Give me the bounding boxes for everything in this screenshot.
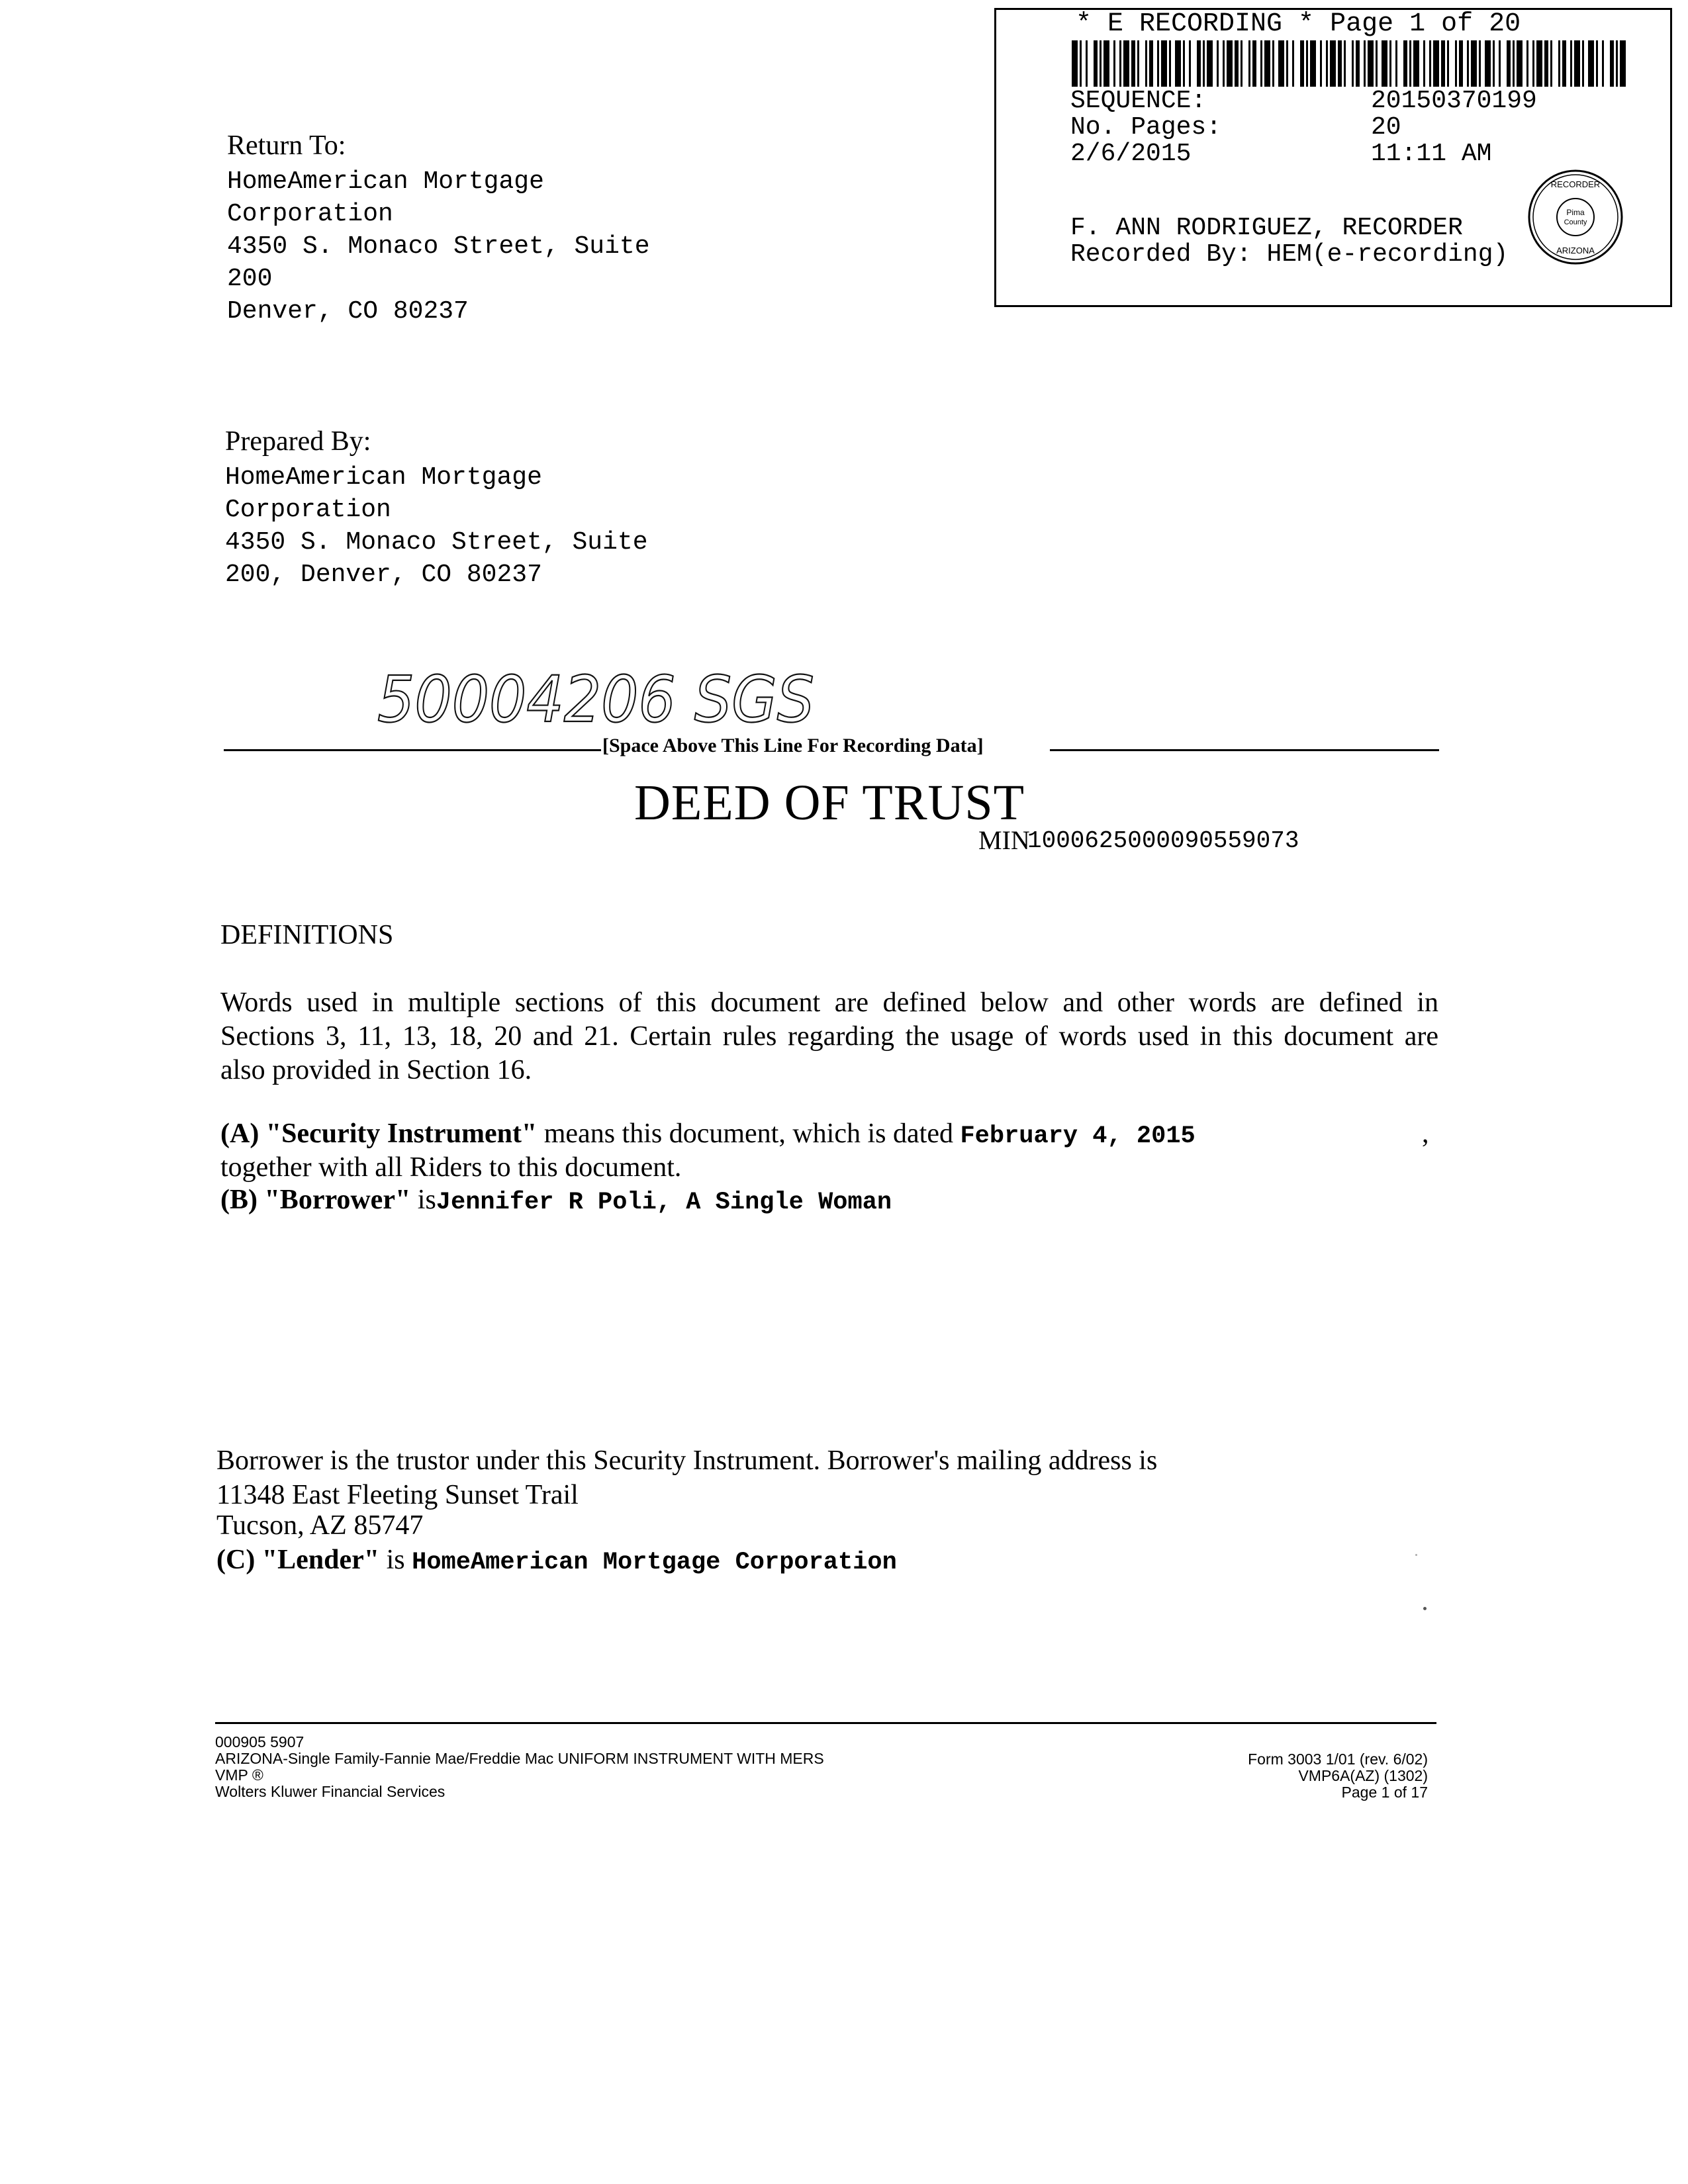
barcode-bar (1433, 40, 1439, 87)
barcode-bar (1413, 40, 1419, 87)
barcode-bar (1260, 40, 1262, 87)
recording-header: * E RECORDING * Page 1 of 20 (1076, 9, 1521, 39)
pages-value: 20 (1371, 113, 1401, 142)
prepared-by-line: Corporation (225, 496, 391, 524)
barcode-bar (1395, 40, 1397, 87)
barcode-bar (1447, 40, 1449, 87)
barcode-bar (1320, 40, 1322, 87)
barcode-bar (1072, 40, 1078, 87)
min-label: MIN (978, 825, 1030, 855)
return-to-line: 4350 S. Monaco Street, Suite (227, 232, 650, 261)
sequence-label: SEQUENCE: (1070, 87, 1207, 115)
barcode-bar (1616, 40, 1618, 87)
barcode-bar (1094, 40, 1098, 87)
return-to-label: Return To: (227, 130, 346, 161)
barcode-bar (1558, 40, 1560, 87)
barcode-bar (1330, 40, 1336, 87)
barcode-bar (1368, 40, 1374, 87)
barcode-bar (1389, 40, 1391, 87)
space-above-line-label: [Space Above This Line For Recording Data] (602, 735, 984, 756)
barcode-bar (1310, 40, 1316, 87)
barcode-bar (1119, 40, 1121, 87)
svg-text:County: County (1564, 218, 1587, 226)
definition-a-text: means this document, which is dated (537, 1118, 961, 1149)
recording-space-rule-right (1050, 749, 1439, 751)
barcode-bar (1113, 40, 1115, 87)
prepared-by-line: 200, Denver, CO 80237 (225, 561, 542, 589)
barcode-bar (1364, 40, 1366, 87)
barcode-bar (1157, 40, 1159, 87)
barcode-bar (1602, 40, 1604, 87)
footer-form-id: 000905 5907 (215, 1733, 305, 1751)
definition-a-comma: , (1422, 1118, 1429, 1149)
barcode-bar (1175, 40, 1181, 87)
barcode-bar (1189, 40, 1191, 87)
barcode-bar (1252, 40, 1256, 87)
barcode-bar (1264, 40, 1270, 87)
footer-right (1248, 1751, 1428, 1801)
barcode-bar (1217, 40, 1219, 87)
definition-b-term: (B) "Borrower" (220, 1185, 411, 1215)
barcode-bar (1169, 40, 1171, 87)
intro-line: Words used in multiple sections of this document are defined below and other words are defined in (220, 987, 1438, 1018)
barcode-bar (1300, 40, 1304, 87)
barcode-bar (1286, 40, 1288, 87)
barcode-bar (1517, 40, 1523, 87)
barcode-bar (1223, 40, 1225, 87)
barcode-bar (1403, 40, 1407, 87)
barcode-bar (1507, 40, 1511, 87)
footer-left (215, 1734, 824, 1800)
barcode-bar (1227, 40, 1233, 87)
return-to-line: Denver, CO 80237 (227, 297, 469, 326)
barcode-bar (1137, 40, 1139, 87)
barcode-bar (1499, 40, 1501, 87)
barcode-bar (1248, 40, 1250, 87)
pages-label: No. Pages: (1070, 113, 1222, 142)
county-recorder-seal-icon (1526, 167, 1625, 267)
definition-c (216, 1543, 897, 1580)
barcode-bar (1471, 40, 1477, 87)
barcode-bar (1272, 40, 1274, 87)
barcode-bar (1235, 40, 1239, 87)
barcode-bar (1338, 40, 1342, 87)
borrower-address-line1: 11348 East Fleeting Sunset Trail (216, 1480, 579, 1510)
barcode-bar (1570, 40, 1572, 87)
barcode (1072, 40, 1629, 87)
barcode-bar (1493, 40, 1495, 87)
barcode-bar (1131, 40, 1135, 87)
borrower-address-intro: Borrower is the trustor under this Security Instrument. Borrower's mailing address is (216, 1445, 1158, 1476)
barcode-bar (1544, 40, 1548, 87)
recording-time: 11:11 AM (1371, 140, 1492, 168)
security-instrument-date: February 4, 2015 (960, 1122, 1196, 1150)
intro-line: also provided in Section 16. (220, 1055, 532, 1085)
definition-a-line2: together with all Riders to this document. (220, 1152, 682, 1183)
footer-vmp: VMP ® (215, 1766, 263, 1784)
recorded-by: Recorded By: HEM(e-recording) (1070, 240, 1509, 269)
return-to-address (227, 165, 650, 328)
barcode-bar (1582, 40, 1584, 87)
recorder-name: F. ANN RODRIGUEZ, RECORDER (1070, 214, 1463, 242)
definitions-intro (220, 986, 1438, 1087)
barcode-bar (1100, 40, 1102, 87)
barcode-bar (1344, 40, 1346, 87)
svg-text:Pima: Pima (1566, 208, 1585, 217)
barcode-bar (1574, 40, 1580, 87)
barcode-bar (1620, 40, 1626, 87)
definition-b (220, 1183, 892, 1220)
footer-publisher: Wolters Kluwer Financial Services (215, 1783, 445, 1800)
barcode-bar (1550, 40, 1552, 87)
sequence-value: 20150370199 (1371, 87, 1537, 115)
borrower-address-line2: Tucson, AZ 85747 (216, 1510, 424, 1541)
handwritten-loan-number (371, 649, 834, 748)
barcode-bar (1423, 40, 1425, 87)
barcode-bar (1149, 40, 1153, 87)
barcode-bar (1145, 40, 1147, 87)
barcode-bar (1278, 40, 1284, 87)
recording-date: 2/6/2015 (1070, 140, 1192, 168)
definition-c-term: (C) "Lender" (216, 1545, 380, 1575)
barcode-bar (1103, 40, 1109, 87)
barcode-bar (1409, 40, 1411, 87)
barcode-bar (1526, 40, 1528, 87)
barcode-bar (1241, 40, 1243, 87)
return-to-line: HomeAmerican Mortgage (227, 167, 544, 196)
definitions-heading: DEFINITIONS (220, 920, 394, 950)
barcode-bar (1532, 40, 1534, 87)
barcode-bar (1203, 40, 1205, 87)
barcode-bar (1123, 40, 1129, 87)
intro-line: Sections 3, 11, 13, 18, 20 and 21. Certain rules regarding the usage of words used in this document are (220, 1021, 1438, 1052)
borrower-name: Jennifer R Poli, A Single Woman (436, 1189, 892, 1216)
scan-speck (1423, 1607, 1427, 1610)
return-to-line: Corporation (227, 200, 393, 228)
footer-rule (215, 1722, 1436, 1724)
barcode-bar (1161, 40, 1167, 87)
barcode-bar (1376, 40, 1378, 87)
barcode-bar (1086, 40, 1088, 87)
recording-space-rule-left (224, 749, 601, 751)
svg-text:RECORDER: RECORDER (1550, 179, 1601, 189)
barcode-bar (1459, 40, 1463, 87)
definition-a-term: (A) "Security Instrument" (220, 1118, 538, 1149)
barcode-bar (1183, 40, 1185, 87)
lender-name: HomeAmerican Mortgage Corporation (412, 1549, 897, 1576)
barcode-bar (1479, 40, 1481, 87)
prepared-by-line: HomeAmerican Mortgage (225, 463, 542, 492)
barcode-bar (1326, 40, 1328, 87)
svg-text:50004206 SGS: 50004206 SGS (377, 662, 814, 737)
footer-page-number: Page 1 of 17 (1341, 1784, 1428, 1801)
barcode-bar (1596, 40, 1598, 87)
barcode-bar (1562, 40, 1566, 87)
barcode-bar (1292, 40, 1294, 87)
barcode-bar (1197, 40, 1201, 87)
svg-text:ARIZONA: ARIZONA (1556, 246, 1595, 255)
definition-c-text: is (379, 1545, 412, 1575)
barcode-bar (1610, 40, 1614, 87)
barcode-bar (1429, 40, 1431, 87)
footer-form-description: ARIZONA-Single Family-Fannie Mae/Freddie Mac UNIFORM INSTRUMENT WITH MERS (215, 1750, 824, 1767)
definition-b-text: is (410, 1185, 436, 1215)
barcode-bar (1485, 40, 1491, 87)
barcode-bar (1441, 40, 1445, 87)
barcode-bar (1207, 40, 1213, 87)
barcode-bar (1588, 40, 1594, 87)
prepared-by-address (225, 461, 648, 591)
barcode-bar (1467, 40, 1469, 87)
barcode-bar (1356, 40, 1360, 87)
scan-speck (1415, 1554, 1417, 1556)
footer-vmp-code: VMP6A(AZ) (1302) (1298, 1767, 1428, 1784)
prepared-by-label: Prepared By: (225, 426, 371, 457)
barcode-bar (1382, 40, 1387, 87)
min-number: 1000625000090559073 (1027, 827, 1299, 854)
recording-stamp-box (994, 8, 1672, 307)
barcode-bar (1513, 40, 1515, 87)
barcode-bar (1455, 40, 1457, 87)
return-to-line: 200 (227, 265, 273, 293)
document-title: DEED OF TRUST (634, 775, 1025, 831)
barcode-bar (1352, 40, 1354, 87)
footer-form-number: Form 3003 1/01 (rev. 6/02) (1248, 1751, 1428, 1768)
barcode-bar (1080, 40, 1082, 87)
barcode-bar (1306, 40, 1308, 87)
barcode-bar (1536, 40, 1542, 87)
definition-a (220, 1117, 1196, 1154)
prepared-by-line: 4350 S. Monaco Street, Suite (225, 528, 648, 557)
